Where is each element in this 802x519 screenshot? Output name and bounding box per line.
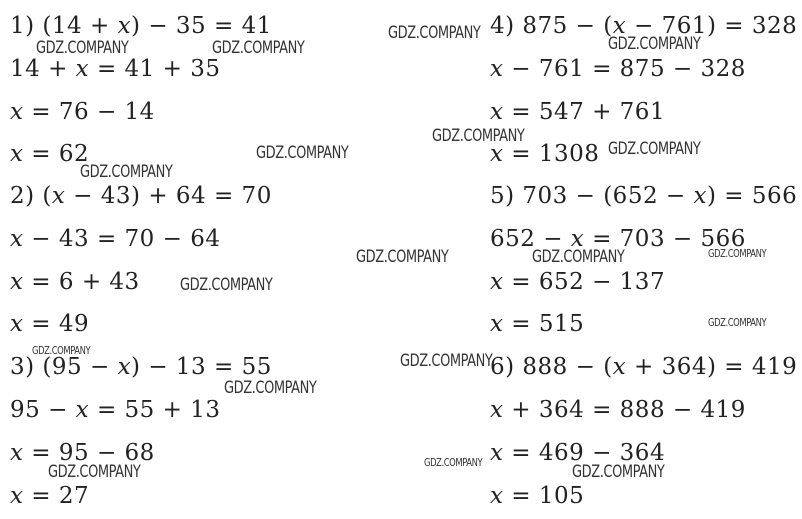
problem-statement: 3) (95 − x) − 13 = 55 bbox=[10, 354, 272, 380]
watermark: GDZ.COMPANY bbox=[32, 344, 91, 357]
solution-step: x + 364 = 888 − 419 bbox=[490, 397, 746, 423]
solution-step: x = 1308 bbox=[490, 141, 600, 167]
solution-step: x = 27 bbox=[10, 483, 90, 509]
solution-step: x = 6 + 43 bbox=[10, 269, 140, 295]
watermark: GDZ.COMPANY bbox=[708, 247, 767, 260]
watermark: GDZ.COMPANY bbox=[388, 23, 481, 43]
problem-statement: 5) 703 − (652 − x) = 566 bbox=[490, 183, 798, 209]
watermark: GDZ.COMPANY bbox=[532, 247, 625, 267]
solution-step: 95 − x = 55 + 13 bbox=[10, 397, 221, 423]
watermark: GDZ.COMPANY bbox=[356, 247, 449, 267]
solution-step: 14 + x = 41 + 35 bbox=[10, 56, 221, 82]
watermark: GDZ.COMPANY bbox=[212, 38, 305, 58]
solution-step: x = 469 − 364 bbox=[490, 440, 666, 466]
watermark: GDZ.COMPANY bbox=[256, 143, 349, 163]
solution-step: x − 761 = 875 − 328 bbox=[490, 56, 746, 82]
solution-step: x = 515 bbox=[490, 311, 585, 337]
watermark: GDZ.COMPANY bbox=[36, 38, 129, 58]
watermark: GDZ.COMPANY bbox=[48, 462, 141, 482]
solution-step: x = 105 bbox=[490, 483, 585, 509]
watermark: GDZ.COMPANY bbox=[608, 139, 701, 159]
solution-step: x = 62 bbox=[10, 141, 90, 167]
watermark: GDZ.COMPANY bbox=[80, 162, 173, 182]
solution-step: x = 547 + 761 bbox=[490, 99, 666, 125]
watermark: GDZ.COMPANY bbox=[572, 462, 665, 482]
problem-statement: 2) (x − 43) + 64 = 70 bbox=[10, 183, 272, 209]
watermark: GDZ.COMPANY bbox=[400, 351, 493, 371]
watermark: GDZ.COMPANY bbox=[432, 126, 525, 146]
problem-statement: 6) 888 − (x + 364) = 419 bbox=[490, 354, 798, 380]
solution-step: x = 652 − 137 bbox=[490, 269, 666, 295]
solution-step: x = 76 − 14 bbox=[10, 99, 155, 125]
watermark: GDZ.COMPANY bbox=[224, 378, 317, 398]
solution-step: x − 43 = 70 − 64 bbox=[10, 226, 221, 252]
watermark: GDZ.COMPANY bbox=[608, 34, 701, 54]
watermark: GDZ.COMPANY bbox=[708, 316, 767, 329]
solution-step: 652 − x = 703 − 566 bbox=[490, 226, 746, 252]
solution-step: x = 95 − 68 bbox=[10, 440, 155, 466]
watermark: GDZ.COMPANY bbox=[180, 275, 273, 295]
problem-statement: 4) 875 − (x − 761) = 328 bbox=[490, 13, 798, 39]
problem-statement: 1) (14 + x) − 35 = 41 bbox=[10, 13, 272, 39]
watermark: GDZ.COMPANY bbox=[424, 456, 483, 469]
solution-step: x = 49 bbox=[10, 311, 90, 337]
